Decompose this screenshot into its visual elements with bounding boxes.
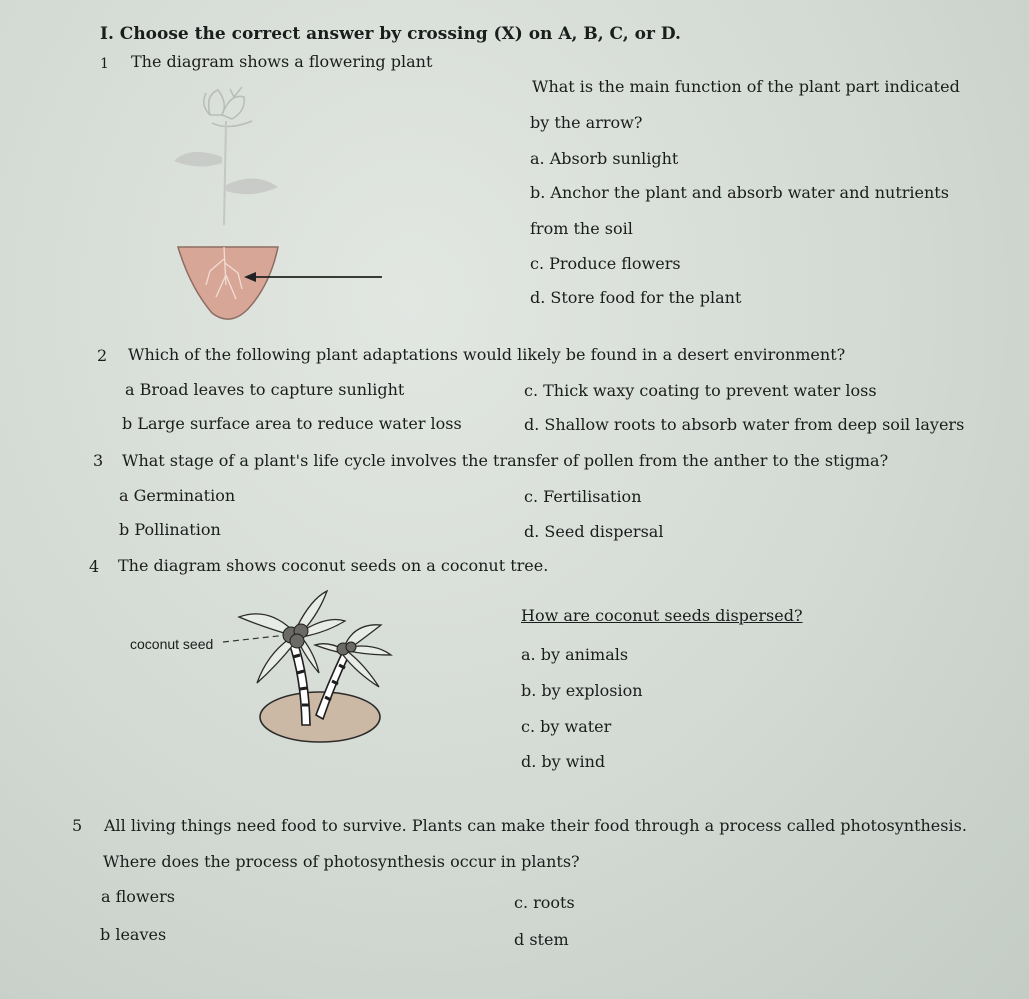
plant-stem	[224, 121, 226, 225]
q5-number: 5	[72, 816, 83, 835]
q1-option-b-continued: from the soil	[530, 219, 633, 238]
q4-question: How are coconut seeds dispersed?	[521, 606, 803, 625]
q2-option-d[interactable]: d. Shallow roots to absorb water from deep soil layers	[524, 415, 965, 434]
flower-head	[204, 87, 252, 127]
q5-option-b[interactable]: b leaves	[100, 925, 167, 944]
q4-option-d[interactable]: d. by wind	[521, 752, 606, 771]
q2-number: 2	[97, 346, 108, 365]
q2-option-c[interactable]: c. Thick waxy coating to prevent water loss	[524, 381, 877, 400]
q4-intro: The diagram shows coconut seeds on a coconut tree.	[118, 556, 549, 575]
flowering-plant-diagram	[160, 75, 450, 335]
q3-number: 3	[93, 451, 104, 470]
q1-option-d[interactable]: d. Store food for the plant	[530, 288, 742, 307]
q1-number: 1	[100, 56, 109, 72]
q3-option-c[interactable]: c. Fertilisation	[524, 487, 642, 506]
q5-option-a[interactable]: a flowers	[101, 887, 175, 906]
section-header: I. Choose the correct answer by crossing (X) on A, B, C, or D.	[100, 24, 681, 44]
coconut-tree-diagram	[215, 585, 515, 755]
q1-option-a[interactable]: a. Absorb sunlight	[530, 149, 679, 168]
q4-option-a[interactable]: a. by animals	[521, 645, 629, 664]
plant-leaf-right	[226, 178, 278, 194]
q3-option-b[interactable]: b Pollination	[119, 520, 221, 539]
q3-question: What stage of a plant's life cycle involves the transfer of pollen from the anther to the stigma?	[122, 451, 889, 470]
q5-question-line2: Where does the process of photosynthesis occur in plants?	[103, 852, 580, 871]
q1-option-c[interactable]: c. Produce flowers	[530, 254, 681, 273]
q5-question-line1: All living things need food to survive. Plants can make their food through a process called photosynthesis.	[104, 816, 967, 835]
q1-intro: The diagram shows a flowering plant	[131, 52, 433, 71]
q3-option-a[interactable]: a Germination	[119, 486, 236, 505]
q3-option-d[interactable]: d. Seed dispersal	[524, 522, 664, 541]
q4-diagram-label: coconut seed	[130, 636, 214, 652]
plant-leaf-left	[174, 152, 222, 167]
soil-pot	[178, 247, 278, 319]
q2-option-b[interactable]: b Large surface area to reduce water loss	[122, 414, 462, 433]
palm-fronds	[239, 591, 391, 687]
q4-option-b[interactable]: b. by explosion	[521, 681, 643, 700]
q4-number: 4	[89, 557, 100, 576]
q5-option-c[interactable]: c. roots	[514, 893, 575, 912]
q1-option-b[interactable]: b. Anchor the plant and absorb water and nutrients	[530, 183, 949, 202]
q5-option-d[interactable]: d stem	[514, 930, 569, 949]
coconut-label-leader-line	[223, 635, 287, 642]
q1-question-line2: by the arrow?	[530, 113, 643, 132]
q4-option-c[interactable]: c. by water	[521, 717, 612, 736]
q2-option-a[interactable]: a Broad leaves to capture sunlight	[125, 380, 405, 399]
q1-question-line1: What is the main function of the plant part indicated	[532, 77, 960, 96]
q2-question: Which of the following plant adaptations would likely be found in a desert environment?	[128, 345, 846, 364]
